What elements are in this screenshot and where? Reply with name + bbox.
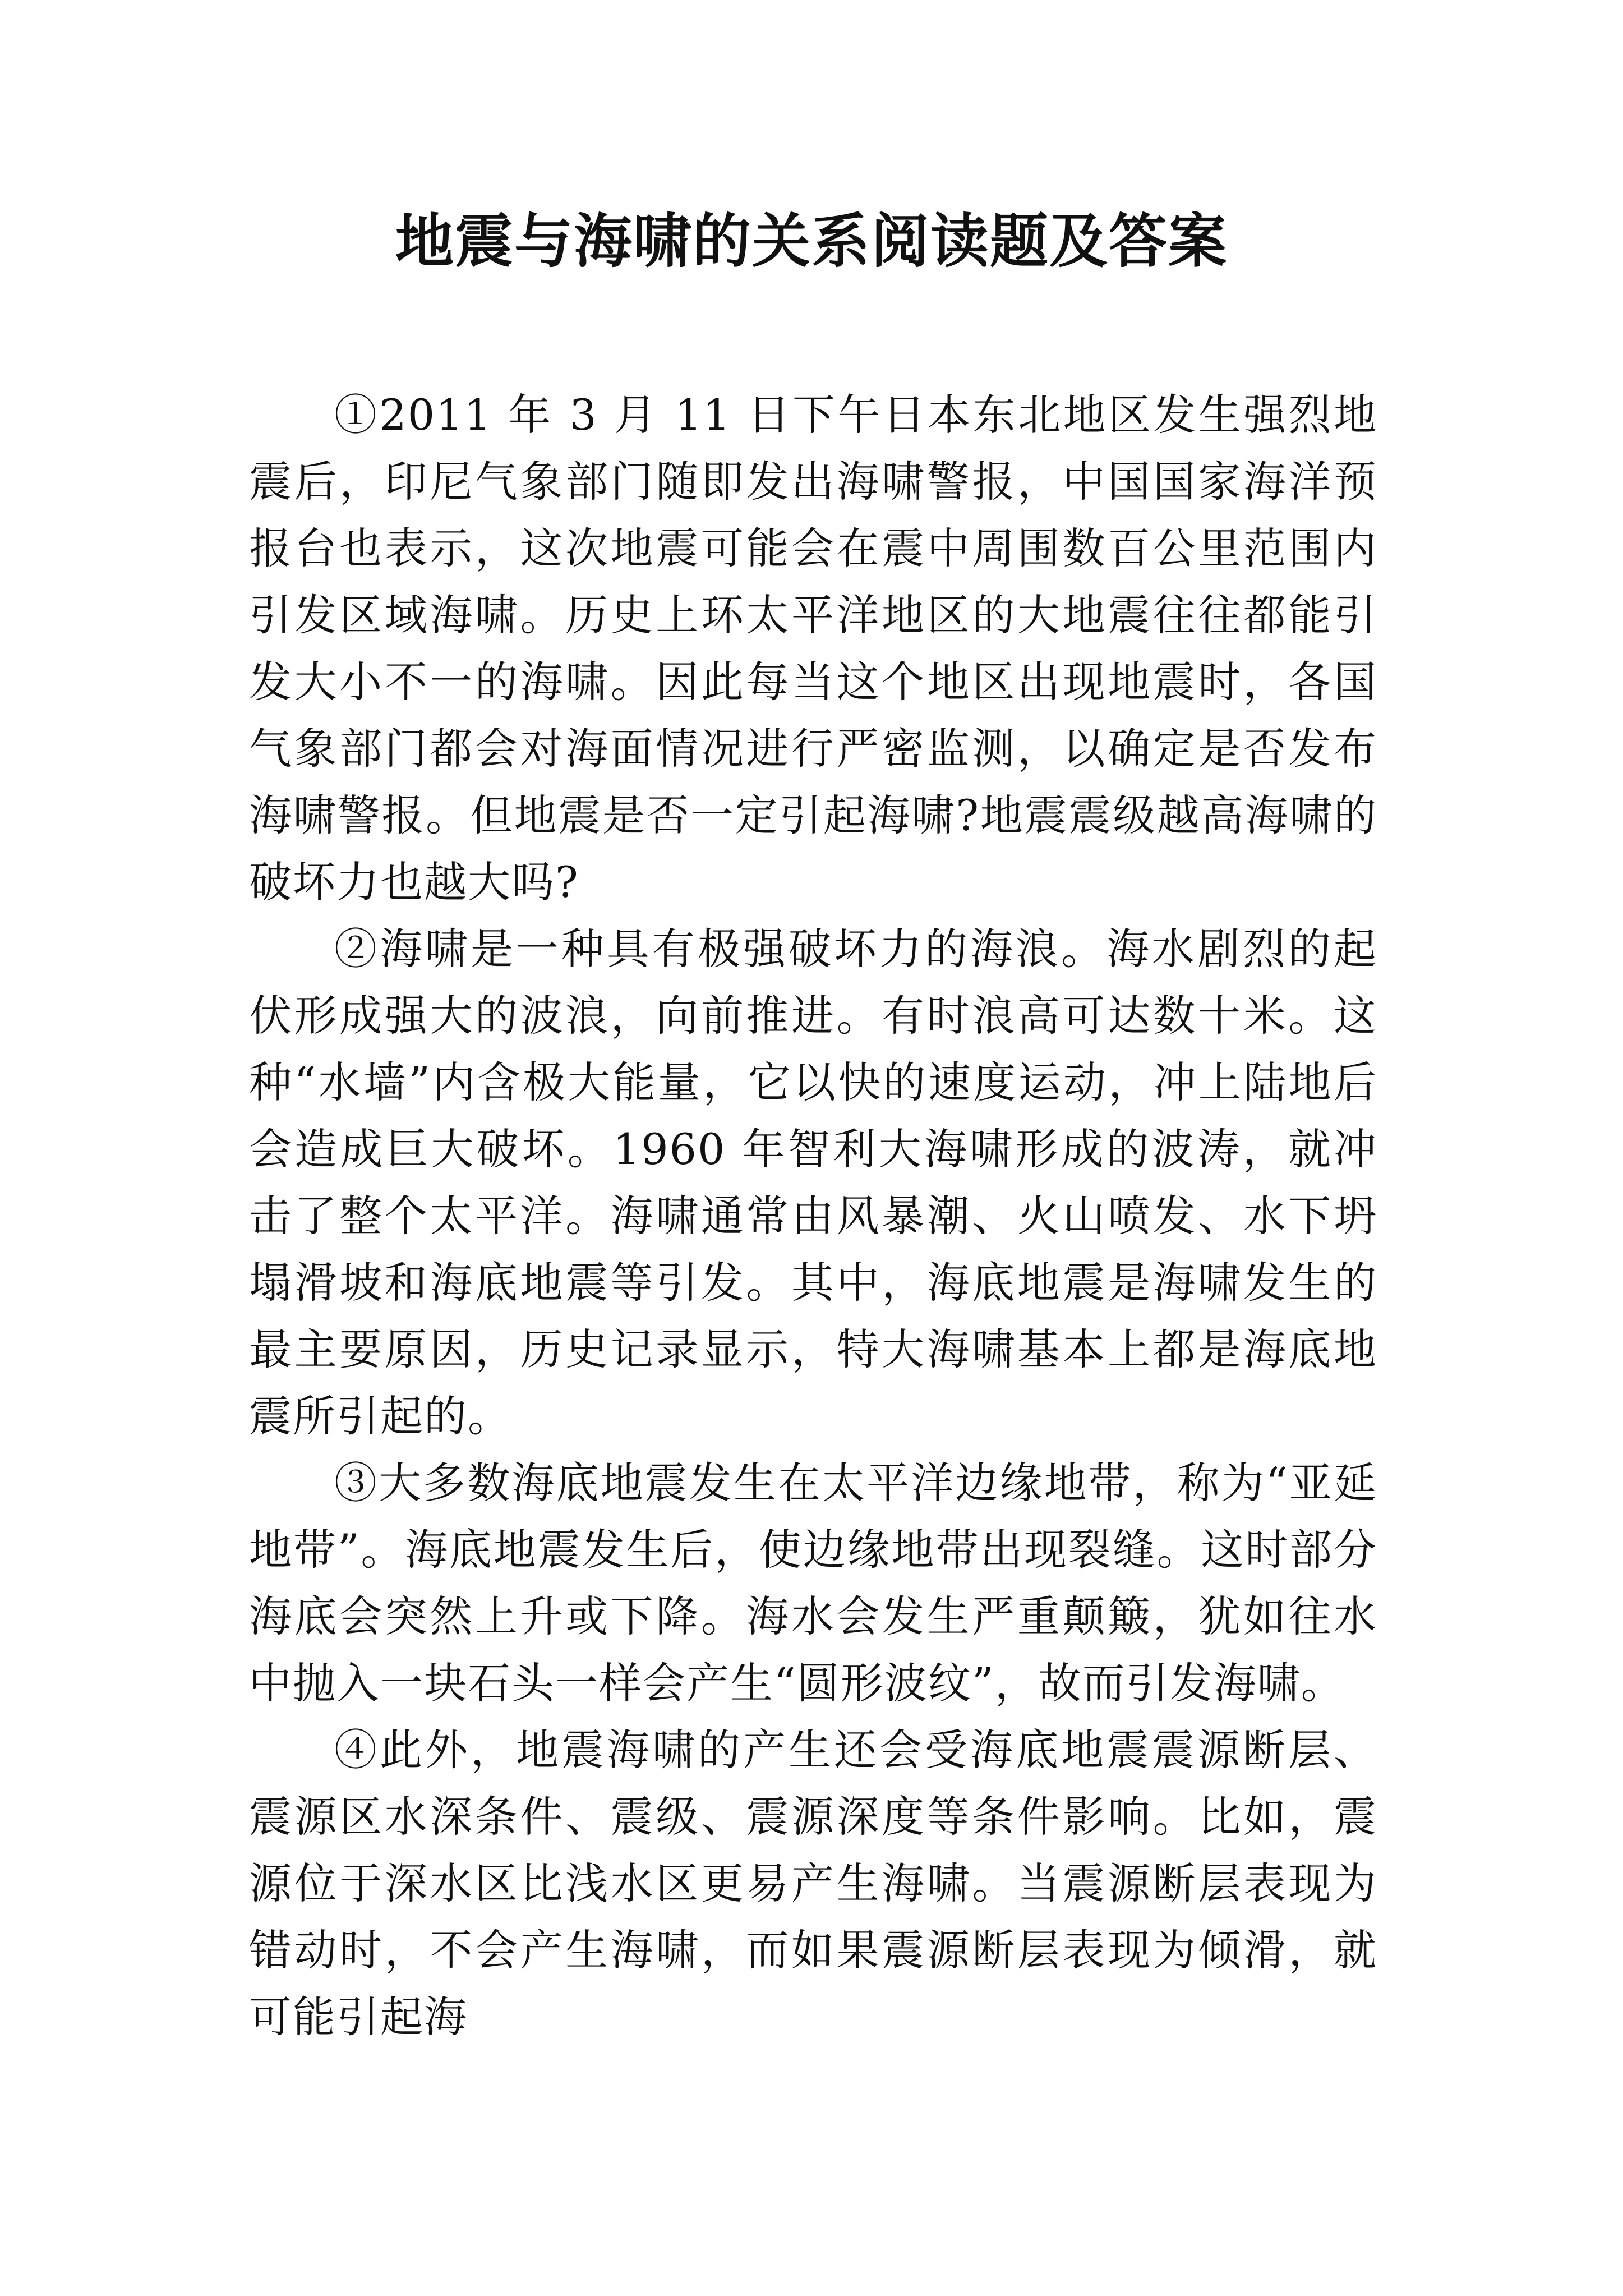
paragraph-4: ④此外，地震海啸的产生还会受海底地震震源断层、震源区水深条件、震级、震源深度等条件影响。比如，震源位于深水区比浅水区更易产生海啸。当震源断层表现为错动时，不会产生海啸，而如果震源断层表现为倾滑，就可能引起海 bbox=[249, 1725, 1377, 2042]
document-body bbox=[249, 381, 1377, 2050]
paragraph-2: ②海啸是一种具有极强破坏力的海浪。海水剧烈的起伏形成强大的波浪，向前推进。有时浪高可达数十米。这种“水墙”内含极大能量，它以快的速度运动，冲上陆地后会造成巨大破坏。1960 年智利大海啸形成的波涛，就冲击了整个太平洋。海啸通常由风暴潮、火山喷发、水下坍塌滑坡和海底地震等引发。其中，海底地震是海啸发生的最主要原因，历史记录显示，特大海啸基本上都是海底地震所引起的。 bbox=[249, 924, 1377, 1441]
paragraph-3: ③大多数海底地震发生在太平洋边缘地带，称为“亚延地带”。海底地震发生后，使边缘地带出现裂缝。这时部分海底会突然上升或下降。海水会发生严重颠簸，犹如往水中抛入一块石头一样会产生“圆形波纹”，故而引发海啸。 bbox=[249, 1458, 1377, 1708]
paragraph-1: ①2011 年 3 月 11 日下午日本东北地区发生强烈地震后，印尼气象部门随即发出海啸警报，中国国家海洋预报台也表示，这次地震可能会在震中周围数百公里范围内引发区域海啸。历史上环太平洋地区的大地震往往都能引发大小不一的海啸。因此每当这个地区出现地震时，各国气象部门都会对海面情况进行严密监测，以确定是否发布海啸警报。但地震是否一定引起海啸?地震震级越高海啸的破坏力也越大吗? bbox=[249, 390, 1377, 907]
document-title: 地震与海啸的关系阅读题及答案 bbox=[395, 206, 1228, 275]
